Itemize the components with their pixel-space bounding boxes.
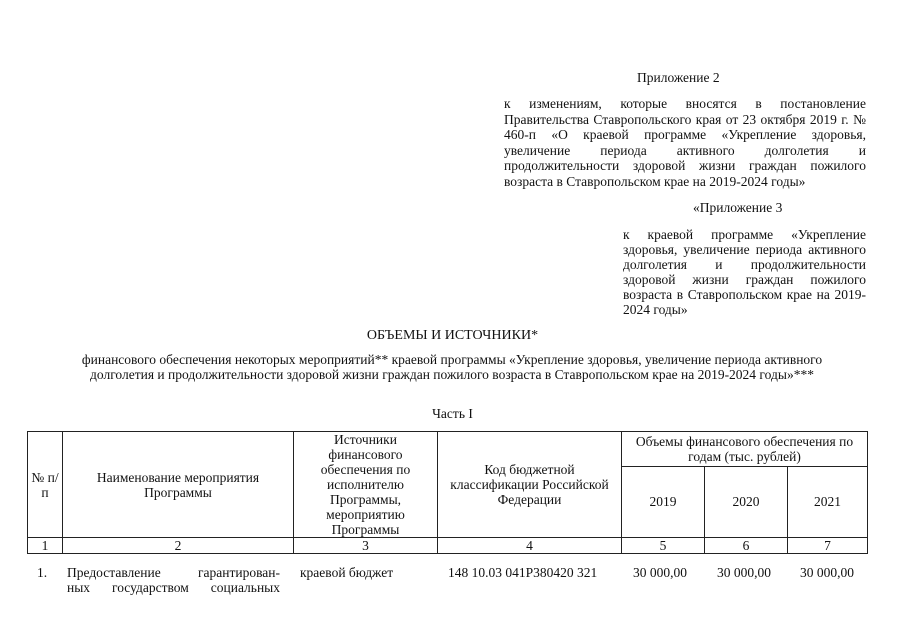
col-number: 7: [788, 538, 868, 554]
row-budget-code: 148 10.03 041P380420 321: [448, 565, 598, 580]
header-num: № п/п: [28, 432, 63, 538]
annex3-title: «Приложение 3: [693, 200, 783, 215]
part-label: Часть I: [432, 406, 473, 421]
header-volumes: Объемы финансового обеспечения по годам (тыс. рублей): [622, 432, 868, 467]
row-value-2021: 30 000,00: [800, 565, 854, 580]
header-year-2019: 2019: [622, 466, 705, 537]
header-code: Код бюджетной классификации Российской Федерации: [438, 432, 622, 538]
header-name: Наименование мероприятия Программы: [63, 432, 294, 538]
annex3-text: к краевой программе «Укрепление здоровья, увеличение периода активного долголетия и продолжительности здоровой жизни граждан пожилого возраста в Ставропольском крае на 2019-2024 годы»: [623, 227, 866, 317]
row-value-2019: 30 000,00: [633, 565, 687, 580]
col-number: 6: [705, 538, 788, 554]
col-number: 3: [294, 538, 438, 554]
row-value-2020: 30 000,00: [717, 565, 771, 580]
row-name: Предоставление гарантирован-: [67, 565, 280, 580]
document-title: ОБЪЕМЫ И ИСТОЧНИКИ*: [366, 328, 539, 343]
document-subtitle: финансового обеспечения некоторых мероприятий** краевой программы «Укрепление здоровья, увеличение периода активного долголетия и продолжительности здоровой жизни граждан пожилого возраста в Ставропольском крае на 2019-2024 годы»***: [81, 352, 823, 382]
annex-title: Приложение 2: [637, 70, 720, 85]
row-name-continued: ных государством социальных: [67, 580, 280, 595]
annex-text: к изменениям, которые вносятся в постановление Правительства Ставропольского края от 23 октября 2019 г. № 460-п «О краевой программе «Укрепление здоровья, увеличение периода активного долголетия и продолжительности здоровой жизни граждан пожилого возраста в Ставропольском крае на 2019-2024 годы»: [504, 96, 866, 189]
header-year-2020: 2020: [705, 466, 788, 537]
col-number: 4: [438, 538, 622, 554]
col-number: 2: [63, 538, 294, 554]
header-source: Источники финансового обеспечения по исполнителю Программы, мероприятию Программы: [294, 432, 438, 538]
financing-table: [27, 431, 868, 554]
row-number: 1.: [37, 565, 48, 580]
header-year-2021: 2021: [788, 466, 868, 537]
col-number: 1: [28, 538, 63, 554]
col-number: 5: [622, 538, 705, 554]
row-source: краевой бюджет: [300, 565, 394, 580]
